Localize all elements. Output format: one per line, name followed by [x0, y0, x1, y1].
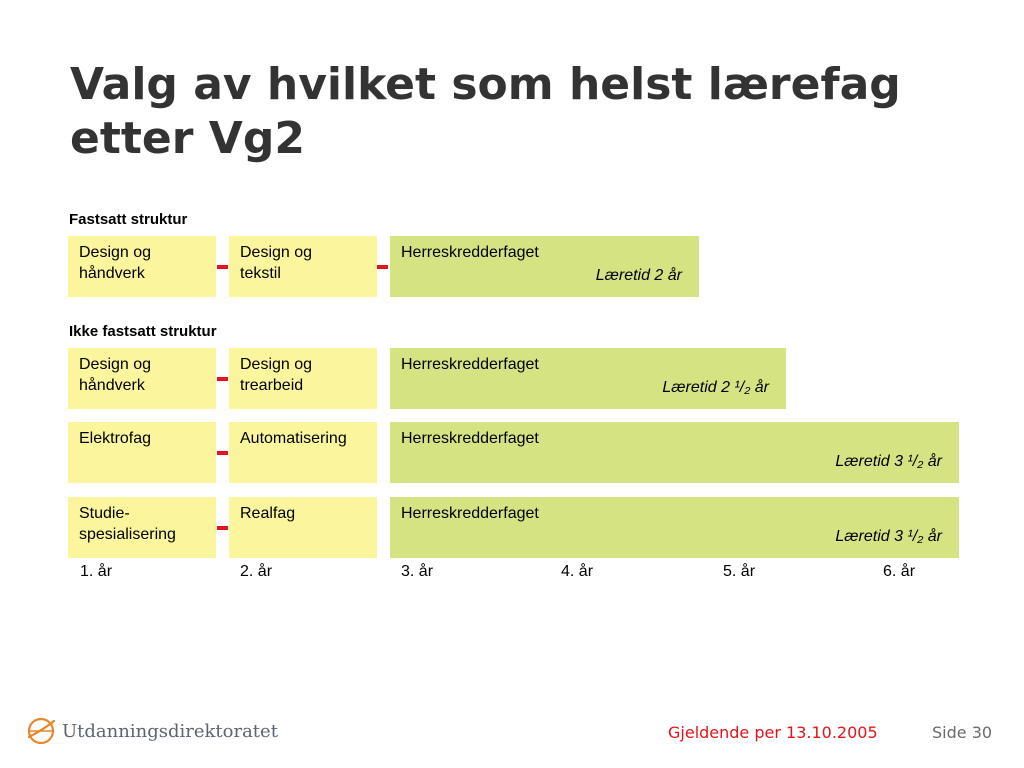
row-2-duration: Læretid 2 ¹/₂ år — [662, 379, 769, 396]
logo-text: Utdanningsdirektoratet — [62, 720, 278, 742]
slide-title — [70, 58, 970, 166]
page-number: Side 30 — [932, 723, 993, 742]
footer-logo — [26, 713, 278, 749]
row-4-year-1-line-2: spesialisering — [79, 526, 176, 543]
row-4-year-1-line-1: Studie- — [79, 505, 130, 522]
row-1-duration: Læretid 2 år — [595, 267, 682, 284]
row-1-year-2-box — [229, 236, 377, 297]
year-label-5: 5. år — [723, 563, 756, 580]
year-label-3: 3. år — [401, 563, 434, 580]
section-label-fixed: Fastsatt struktur — [69, 211, 188, 228]
row-3-duration: Læretid 3 ¹/₂ år — [835, 453, 942, 470]
row-1-connector-2 — [377, 265, 388, 269]
row-3-trade-name: Herreskredderfaget — [401, 430, 539, 447]
year-label-1: 1. år — [80, 563, 113, 580]
row-3-year-2-line-1: Automatisering — [240, 430, 347, 447]
row-2-year-2-line-1: Design og — [240, 356, 313, 373]
row-1-trade-box — [390, 236, 699, 297]
logo-icon — [26, 716, 56, 746]
row-3-year-1-box — [68, 422, 216, 483]
row-1-year-1-line-2: håndverk — [79, 265, 145, 282]
row-4-duration: Læretid 3 ¹/₂ år — [835, 528, 942, 545]
row-1-year-2-line-2: tekstil — [240, 265, 281, 282]
row-2-trade-name: Herreskredderfaget — [401, 356, 539, 373]
row-1-trade-name: Herreskredderfaget — [401, 244, 539, 261]
row-3-year-2-box — [229, 422, 377, 483]
row-4-trade-name: Herreskredderfaget — [401, 505, 539, 522]
row-3-year-1-line-1: Elektrofag — [79, 430, 152, 447]
valid-date-text: Gjeldende per 13.10.2005 — [668, 723, 878, 742]
row-4-trade-box — [390, 497, 959, 558]
row-1-year-1-box — [68, 236, 216, 297]
row-2-year-1-line-1: Design og — [79, 356, 152, 373]
row-2-year-2-line-2: trearbeid — [240, 377, 304, 394]
row-2-year-2-box — [229, 348, 377, 409]
row-4-connector — [217, 526, 228, 530]
row-2-connector — [217, 377, 228, 381]
row-1-year-1-line-1: Design og — [79, 244, 152, 261]
row-1-connector-1 — [217, 265, 228, 269]
row-4-year-1-box — [68, 497, 216, 558]
year-label-6: 6. år — [883, 563, 916, 580]
section-label-nonfixed: Ikke fastsatt struktur — [69, 323, 217, 340]
slide-title-line-1: Valg av hvilket som helst lærefag — [70, 59, 901, 110]
row-2-trade-box — [390, 348, 786, 409]
row-4-year-2-line-1: Realfag — [240, 505, 296, 522]
row-3-connector — [217, 451, 228, 455]
row-2-year-1-box — [68, 348, 216, 409]
row-2-year-1-line-2: håndverk — [79, 377, 145, 394]
row-3-trade-box — [390, 422, 959, 483]
row-4-year-2-box — [229, 497, 377, 558]
slide-title-line-2: etter Vg2 — [70, 113, 305, 164]
year-label-2: 2. år — [240, 563, 273, 580]
year-label-4: 4. år — [561, 563, 594, 580]
row-1-year-2-line-1: Design og — [240, 244, 313, 261]
